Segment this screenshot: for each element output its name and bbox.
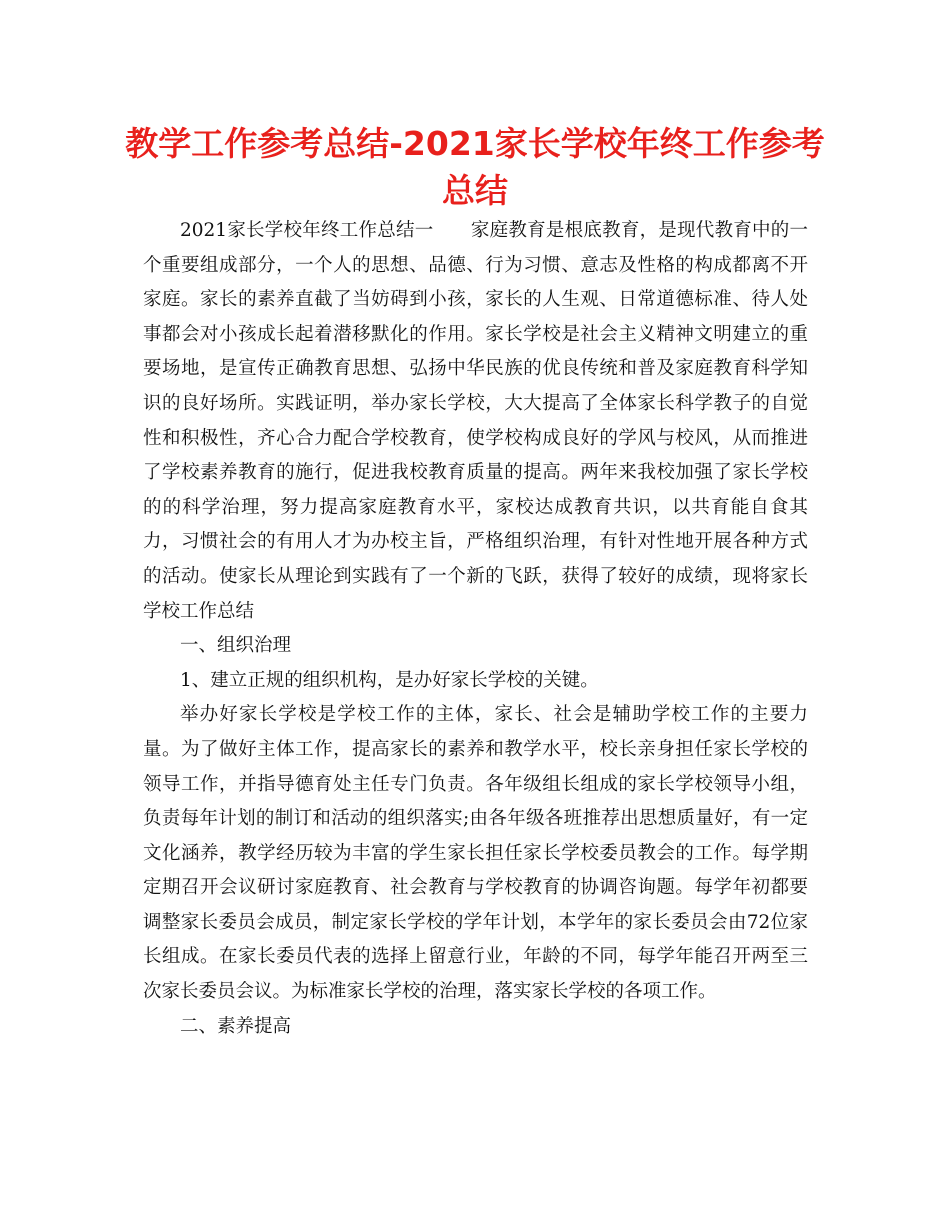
intro-paragraph: 2021家长学校年终工作总结一 家庭教育是根底教育，是现代教育中的一个重要组成部分，一个人的思想、品德、行为习惯、意志及性格的构成都离不开家庭。家长的素养直截了当妨碍到小孩，家长的人生观、日常道德标准、待人处事都会对小孩成长起着潜移默化的作用。家长学校是社会主义精神文明建立的重要场地，是宣传正确教育思想、弘扬中华民族的优良传统和普及家庭教育科学知识的良好场所。实践证明，举办家长学校，大大提高了全体家长科学教子的自觉性和积极性，齐心合力配合学校教育，使学校构成良好的学风与校风，从而推进了学校素养教育的施行，促进我校教育质量的提高。两年来我校加强了家长学校的的科学治理，努力提高家庭教育水平，家校达成教育共识，以共育能自食其力，习惯社会的有用人才为办校主旨，严格组织治理，有针对性地开展各种方式的活动。使家长从理论到实践有了一个新的飞跃，获得了较好的成绩，现将家长学校工作总结 xyxy=(143,220,808,622)
document-body xyxy=(143,214,808,1044)
section-heading-organization: 一、组织治理 xyxy=(180,635,292,657)
document-title: 教学工作参考总结-2021家长学校年终工作参考总结 xyxy=(125,124,825,210)
section-heading-quality: 二、素养提高 xyxy=(180,1015,292,1037)
organization-paragraph: 举办好家长学校是学校工作的主体，家长、社会是辅助学校工作的主要力量。为了做好主体工作，提高家长的素养和教学水平，校长亲身担任家长学校的领导工作，并指导德育处主任专门负责。各年级组长组成的家长学校领导小组，负责每年计划的制订和活动的组织落实;由各年级各班推荐出思想质量好，有一定文化涵养，教学经历较为丰富的学生家长担任家长学校委员教会的工作。每学期定期召开会议研讨家庭教育、社会教育与学校教育的协调咨询题。每学年初都要调整家长委员会成员，制定家长学校的学年计划，本学年的家长委员会由72位家长组成。在家长委员代表的选择上留意行业，年龄的不同，每学年能召开两至三次家长委员会议。为标准家长学校的治理，落实家长学校的各项工作。 xyxy=(143,704,808,1003)
subsection-heading: 1、建立正规的组织机构，是办好家长学校的关键。 xyxy=(180,669,599,691)
